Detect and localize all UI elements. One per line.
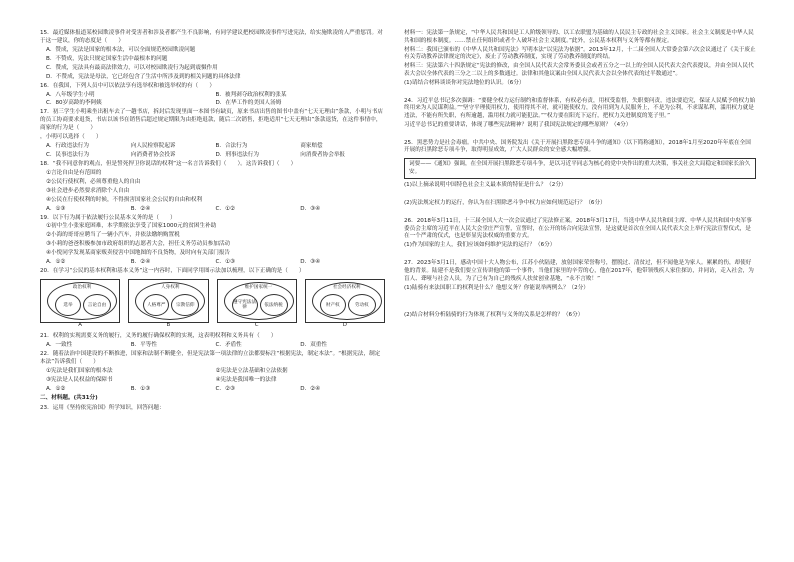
- q22-stem: 22．随着法治中国建设的不断推进，国家和法制不断健全，但是宪法第一项法律的立法都要标注“根据宪法，制定本法”。“根据宪法，制定本法”告诉我们（ ）: [40, 350, 381, 365]
- material-two: 材料二：我国已颁布的《中华人民共和国宪法》写明本法“以宪法为依据”。2013年12月，十二届全国人大常委会第六次会议通过了《关于废止有关劳动教养法律规定的决定》，废止了劳动教养制度，实现了劳动教养制度的终结。: [404, 46, 756, 61]
- q18-options: [40, 206, 385, 214]
- q20-diagram-b: [128, 279, 208, 329]
- q24-stem: 24．习近平总书记多次强调：“要健全权力运行制约和监督体系，有权必有责，用权受监督，失职要问责，违法要追究，保证人民赋予的权力始终用来为人民谋利益。”“坚守平理使用权力，使用得其不对，就可能使权力，没有用到为人民服务上，不是为公利，不求谋私利，滥用权力就是违法，不能有所失职，有所逾越，滥用权力就可能犯法。”“权力要在阳光下运行，把权力关进制度的笼子里。”: [404, 97, 756, 119]
- q18-option: A．①③: [46, 205, 66, 212]
- q22-item: ②宪法是立法基础和立法依据: [215, 367, 288, 374]
- q20-a-circle1: [55, 294, 81, 316]
- q16-stem: 16．在我国，下列人员中可以依法享有选举权和被选举权的有（ ）: [40, 82, 215, 89]
- q19-options: [40, 259, 385, 267]
- q23-stem: 23．运用《坚持依宪治国》所学知识，回答问题：: [40, 404, 165, 411]
- q22-item: ①宪法是我们国家的根本法: [46, 367, 113, 374]
- q20-d-circle1: [320, 294, 346, 316]
- material-three: 材料三：宪法第六十四条规定“宪法的修改，由全国人民代表大会常务委员会或者五分之一以上的全国人民代表大会代表提议，并由全国人民代表大会以全体代表的三分之二以上的多数通过。法律和其他议案由全国人民代表大会以全体代表的过半数通过”。: [404, 63, 754, 77]
- q15-stem: 15．最近媒体报道某校园欺凌事件对受害者和涉及者都产生不良影响，有同学建议把校园欺凌事件写进宪法，给实施欺凌的人严重惩罚。对于这一建议，你的态度是（ ）: [40, 30, 383, 44]
- q15-option-b: B．不赞成，宪法只规定国家生活中最根本的问题: [46, 55, 168, 62]
- q17-cell: 向消费者协会举报: [300, 151, 346, 158]
- q19-item: ①初中生小张家庭困难，本学期依法享受了国家1000元的贫困生补助: [46, 223, 217, 230]
- q21-stem: 21．权利的实现需要义务的履行，义务的履行确保权利的实现，这表明权利和义务具有（ ）: [40, 333, 277, 339]
- q17-cell: 向人民检察院起诉: [130, 142, 176, 149]
- q21-option: D．双重性: [300, 341, 327, 348]
- q20-a-outer-label: 政治权利: [72, 285, 92, 290]
- q21-options: [40, 342, 385, 350]
- q21-option: C．矛盾性: [215, 341, 242, 348]
- q18-option: C．①②: [215, 205, 236, 212]
- q20-d-circle2: [348, 294, 376, 316]
- q15-option-d: D．不赞成，宪法是母法，它已经包含了生活中所涉及到的相关问题的具体法律: [46, 73, 241, 80]
- q25-subquestion-2: (2)宪法规定权力的运行，你认为在扫黑除恶斗争中权力应如何规范运行？（6分）: [404, 200, 606, 207]
- q27-subquestion-2: (2)结合材料分析陆骑的行为体现了权利与义务的关系是怎样的？（6分）: [404, 311, 584, 318]
- q20-stem: 20．在学习“公民的基本权利和基本义务”这一内容时，下面同学用图示法加以梳理，以下正确的是（ ）: [40, 268, 305, 275]
- q25-subquestion-1: (1)以上摘录说明中国特色社会主义最本质的特征是什么？（2分）: [404, 182, 567, 189]
- q19-item: ④小悦同学发现某商家贩卖侵害中国地图的不良货物，及时向有关部门报告: [46, 250, 231, 257]
- q26-stem: 26．2018年3月11日，十三届全国人大一次会议通过了宪法修正案。2018年3月17日，当选中华人民共和国主席、中华人民共和国中央军事委员会主席的习近平在人民大会堂庄严宣誓，宣誓时，在公开的场合向宪法宣誓，是这就是首次在全国人民代表大会上举行宪法宣誓仪式，是在一个严肃的仪式，也是彰显宪法权威的重要方式。: [404, 218, 752, 240]
- q21-option: B．平等性: [130, 341, 157, 348]
- q27-subquestion-1: (1)陆骑有来法国职工的权利是什么？他想义务？你能说举两例么？（2分）: [404, 284, 589, 291]
- q27-stem: 27．2023年3月1日，感动中国十大人物公布，江苏小伙陆建，放射国家荣誉称号，摆脱过、清贫过，但不闻他是为家人。累累的伤，却使好他的背景。陆建不是我们要立宣传讲他的第一个事件，当他们家里的辛劳的心，他在2017年，他带领残疾人家住探访，并同访，走入社会，为盲人、聋哑与社会人员，为了已有为自己的残疾人扶贫创业基地，“永不言败！”: [404, 260, 754, 282]
- q20-c-circle2: [260, 294, 288, 316]
- q20-b-label: B: [166, 322, 171, 329]
- q20-b-c1-label: 人格尊严: [147, 302, 166, 308]
- q20-diagram-c: [217, 279, 297, 329]
- q19-stem: 19．以下行为属于依法履行公民基本义务的是（ ）: [40, 214, 176, 221]
- q20-c-label: C: [254, 322, 259, 329]
- q20-a-circle2: [83, 294, 111, 316]
- q20-b-outer-label: 人身权利: [161, 285, 180, 290]
- q19-option: D．③④: [300, 259, 321, 266]
- q18-item: ②公民行使权利，必须尊重他人的自由: [46, 178, 141, 185]
- q22-item: ④宪法是我国唯一的法律: [215, 376, 277, 383]
- section-two-heading: 二、材料题。(共31分): [40, 395, 98, 402]
- q17-options-row2: [40, 152, 385, 160]
- q20-b-c2-label: 宗教信仰: [176, 302, 195, 308]
- q19-option: A．①②: [46, 259, 66, 266]
- q20-diagrams: [40, 279, 385, 329]
- q20-d-c2-label: 劳动权: [354, 302, 369, 308]
- q16-option-c: C．80岁高龄的李阿姨: [46, 100, 102, 107]
- q16-options-row2: [40, 100, 385, 108]
- q19-option: B．②④: [130, 259, 151, 266]
- q22-option: A．①②: [46, 385, 66, 392]
- q16-options-row1: [40, 92, 385, 100]
- q23-subquestion-1: (1)请结合材料谈谈你对宪法地位的认识。（6分）: [404, 79, 525, 86]
- q17-stem: 17．初三学生小明乘坐出租车去了一趟书店，拆封后发现里面一本图书有缺页，原来书店出售的图书中盖有“七天无理由”条款，小明与书店的员工协商要求退货，书店以该书在销售后超过规定期限为由拒绝退款，随后二次销售，拒绝适用“七天无理由”条款退货，在这件事情中，商家的行为是（ ）: [40, 109, 383, 131]
- q17-cell: C．民事违法行为: [46, 151, 90, 158]
- q20-a-label: A: [78, 322, 82, 329]
- q17-cell: D．刑事违法行为: [215, 151, 259, 158]
- left-column: [40, 30, 385, 414]
- q18-item: ③社会进步必然要求消除个人自由: [46, 187, 130, 194]
- q19-item: ③小莉的爸爸积极参加市政府组织的志愿者大会，担任义务劳动员参加活动: [46, 241, 231, 248]
- right-column: [404, 30, 756, 321]
- q20-c-outer-label: 维护国家统一: [244, 285, 273, 290]
- material-one: 材料一：宪法第一条规定，“中华人民共和国是工人阶级领导的、以工农联盟为基础的人民民主专政的社会主义国家。社会主义制度是中华人民共和国的根本制度。……禁止任何组织或者个人破坏社会主义制度。”此外，公民基本权利与义务等都有规定。: [404, 30, 754, 44]
- q20-c-circle1: [232, 294, 258, 316]
- q16-option-b: B．被判剥夺政治权利的张某: [215, 91, 287, 98]
- q22-item: ③宪法是人民权益的保障书: [46, 376, 113, 383]
- q17-stem2: ，小明可以选择（ ）: [40, 133, 102, 140]
- q22-option: D．②④: [300, 385, 321, 392]
- q17-options-row1: [40, 143, 385, 151]
- q22-option: C．②③: [215, 385, 236, 392]
- q17-cell: 向消费者协会投诉: [130, 151, 176, 158]
- q19-item: ②小海的哥哥应聘当了一辆小汽车，并依法缴纳购置税: [46, 232, 180, 239]
- q20-c-c2-label: 依法纳税: [264, 302, 283, 308]
- q20-c-c1-label: 遵守宪法法律: [233, 300, 256, 310]
- q20-d-label: D: [342, 322, 347, 329]
- q21-option: A．一致性: [46, 341, 73, 348]
- q17-cell: 商家赔偿: [300, 142, 323, 149]
- q15-option-a: A．赞成，宪法是国家的根本法，可以全面规范校园欺凌问题: [46, 46, 196, 53]
- q15-option-c: C．赞成，宪法具有最高法律效力，可以对校园欺凌行为起到震慑作用: [46, 64, 218, 71]
- q16-option-a: A．八年级学生小明: [46, 91, 95, 98]
- q26-subquestion-1: (1)作为国家的主人，我们应该如何维护宪法的运行？（6分）: [404, 242, 556, 249]
- q20-d-c1-label: 财产权: [325, 302, 340, 308]
- q18-stem: 18．“我不同意你的观点，但是誓死捍卫你说话的权利”这一名言告诉我们（ ）。这告诉我们（ ）: [40, 160, 297, 167]
- q20-diagram-d: [305, 279, 385, 329]
- q22-option: B．①③: [130, 385, 151, 392]
- q20-a-c1-label: 选举: [63, 302, 73, 308]
- q22-options: [40, 386, 385, 394]
- q18-item: ①言论自由是有范围的: [46, 169, 102, 176]
- q25-quote-box: [404, 158, 756, 179]
- q24-question: 习近平总书记的重要讲话，体现了哪些宪法精神？说明了我国宪法规定的哪些原则？（4分）: [404, 121, 632, 128]
- q18-item: ④公民在行使权利的时候，不得损害国家社会公民的自由和权利: [46, 196, 203, 203]
- q25-stem: 25．黑恶势力是社会毒瘤。中共中央、国务院发出《关于开展扫黑除恶专项斗争的通知》（以下简称通知），2018年1月至2020年年底在全国开展的扫黑除恶专项斗争，取得明显成效，广大人民群众的安全感大幅增强。: [404, 139, 751, 154]
- q22-items-row1: [40, 368, 385, 376]
- q25-quote-text: 词要——《通知》强调，在全国开展扫黑除恶专项斗争，是以习近平同志为核心的党中央作出的重大决策，事关社会大局稳定和国家长治久安。: [409, 161, 751, 175]
- q22-items-row2: [40, 377, 385, 385]
- q17-cell: B．合法行为: [215, 142, 248, 149]
- q20-diagram-a: [40, 279, 120, 329]
- q18-option: B．②④: [130, 205, 151, 212]
- q19-option: C．①③: [215, 259, 236, 266]
- q18-option: D．③④: [300, 205, 321, 212]
- q20-a-c2-label: 言论自由: [87, 302, 107, 308]
- q20-d-outer-label: 社会经济权利: [332, 285, 361, 290]
- q16-option-d: D．在华工作的美国人汤姆: [215, 100, 282, 107]
- q17-cell: A．行政违法行为: [46, 142, 89, 149]
